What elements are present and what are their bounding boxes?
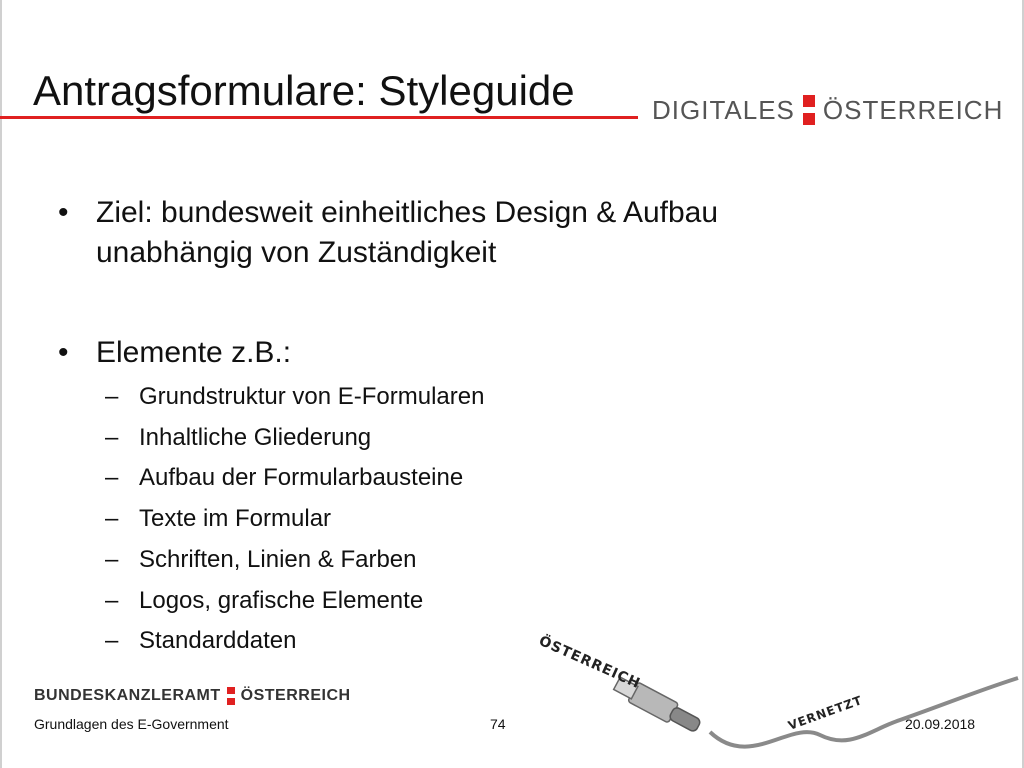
subitem-text: Schriften, Linien & Farben <box>139 546 417 573</box>
footer-caption: Grundlagen des E-Government <box>34 716 229 732</box>
austrian-flag-icon <box>803 95 815 125</box>
bundeskanzleramt-logo <box>34 684 351 708</box>
subitem <box>105 504 331 534</box>
subitem-text: Aufbau der Formularbausteine <box>139 464 464 491</box>
cable-icon <box>710 678 1018 747</box>
dash-marker: – <box>105 383 119 410</box>
dash-marker: – <box>105 424 119 451</box>
bullet-item <box>58 193 878 273</box>
subitem <box>105 423 371 453</box>
bullet-line: unabhängig von Zuständigkeit <box>96 236 497 269</box>
bullet-item <box>58 333 458 373</box>
slide-title: Antragsformulare: Styleguide <box>33 67 575 115</box>
dash-marker: – <box>105 587 119 614</box>
austrian-flag-icon <box>227 687 235 705</box>
logo-text-left: DIGITALES <box>652 94 795 125</box>
graphic-text-oesterreich: ÖSTERREICH <box>536 633 643 693</box>
subitem <box>105 382 484 412</box>
subitem-text: Grundstruktur von E-Formularen <box>139 383 485 410</box>
bullet-text <box>96 193 718 273</box>
bullet-marker: • <box>58 336 69 369</box>
subitem-text: Inhaltliche Gliederung <box>139 424 372 451</box>
bullet-marker: • <box>58 196 69 229</box>
subitem <box>105 545 417 575</box>
subitem <box>105 626 296 656</box>
subitem-text: Standarddaten <box>139 627 297 654</box>
dash-marker: – <box>105 505 119 532</box>
title-underline <box>0 116 638 119</box>
dash-marker: – <box>105 546 119 573</box>
logo-text-right: ÖSTERREICH <box>822 94 1004 125</box>
subitem-text: Texte im Formular <box>139 505 332 532</box>
digitales-oesterreich-logo <box>652 90 1003 130</box>
subitem <box>105 463 463 493</box>
graphic-text-vernetzt: VERNETZT <box>786 692 865 733</box>
footer-date: 20.09.2018 <box>905 716 976 732</box>
dash-marker: – <box>105 464 119 491</box>
subitem <box>105 586 423 616</box>
dash-marker: – <box>105 627 119 654</box>
bullet-line: Ziel: bundesweit einheitliches Design & Aufbau <box>96 196 719 229</box>
logo-text-right: ÖSTERREICH <box>240 687 351 704</box>
usb-cable-graphic <box>520 620 1020 760</box>
page-number: 74 <box>490 716 506 732</box>
logo-text-left: BUNDESKANZLERAMT <box>34 687 221 704</box>
subitem-text: Logos, grafische Elemente <box>139 587 424 614</box>
bullet-text: Elemente z.B.: <box>96 336 292 369</box>
